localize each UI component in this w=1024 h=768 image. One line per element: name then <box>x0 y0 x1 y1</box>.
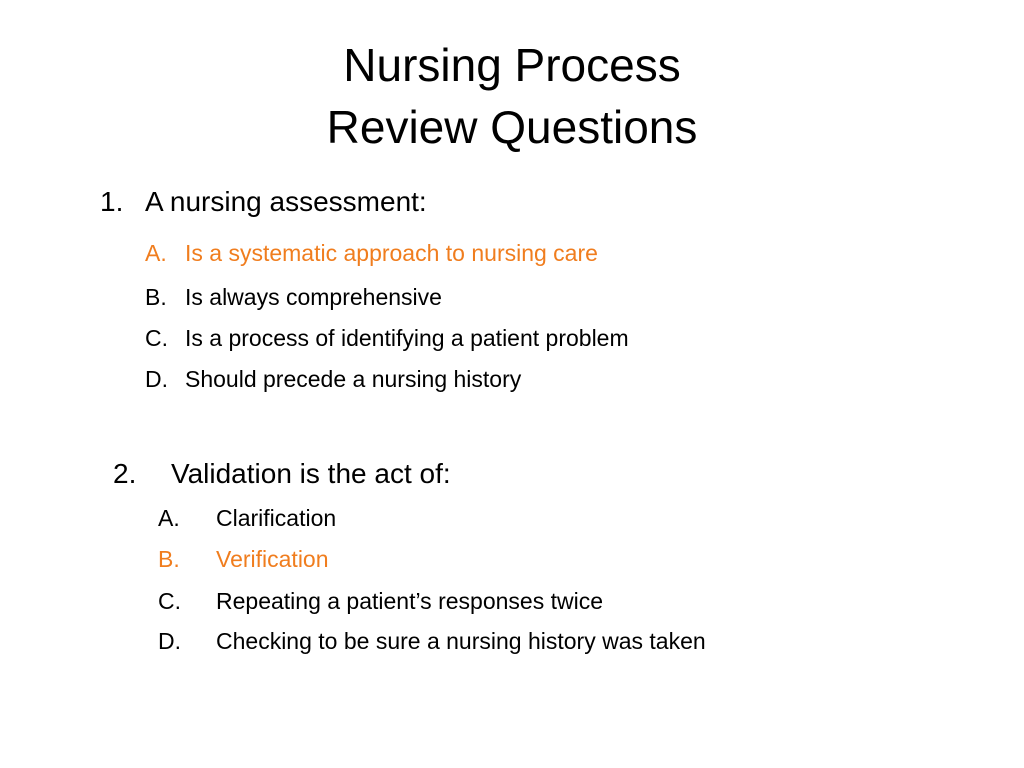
question-1-text: A nursing assessment: <box>145 186 427 217</box>
question-1-option-b <box>145 284 442 311</box>
question-2-option-c <box>158 588 603 615</box>
option-text: Is always comprehensive <box>185 284 442 310</box>
option-text: Checking to be sure a nursing history was taken <box>216 628 706 654</box>
question-2-text: Validation is the act of: <box>171 458 451 489</box>
option-text: Is a process of identifying a patient problem <box>185 325 629 351</box>
option-letter: A. <box>158 505 180 531</box>
title-line-1: Nursing Process <box>343 39 681 91</box>
question-1-option-c <box>145 325 629 352</box>
option-text: Verification <box>216 546 329 572</box>
option-text: Is a systematic approach to nursing care <box>185 240 598 266</box>
question-1-number: 1. <box>100 186 124 217</box>
question-2-option-d <box>158 628 706 655</box>
option-letter: D. <box>158 628 181 654</box>
title-line-2: Review Questions <box>326 101 698 153</box>
option-text: Clarification <box>216 505 337 531</box>
question-1 <box>100 186 427 218</box>
question-2-number: 2. <box>113 458 137 489</box>
slide-title <box>0 34 1024 158</box>
option-letter: B. <box>158 546 180 572</box>
option-letter: B. <box>145 284 167 310</box>
option-letter: C. <box>158 588 181 614</box>
option-text: Should precede a nursing history <box>185 366 522 392</box>
question-2-option-a <box>158 505 336 532</box>
question-1-option-a <box>145 240 598 267</box>
question-2 <box>113 458 451 490</box>
option-letter: D. <box>145 366 168 392</box>
question-1-option-d <box>145 366 521 393</box>
option-letter: C. <box>145 325 168 351</box>
question-2-option-b <box>158 546 329 573</box>
option-letter: A. <box>145 240 167 266</box>
option-text: Repeating a patient’s responses twice <box>216 588 603 614</box>
